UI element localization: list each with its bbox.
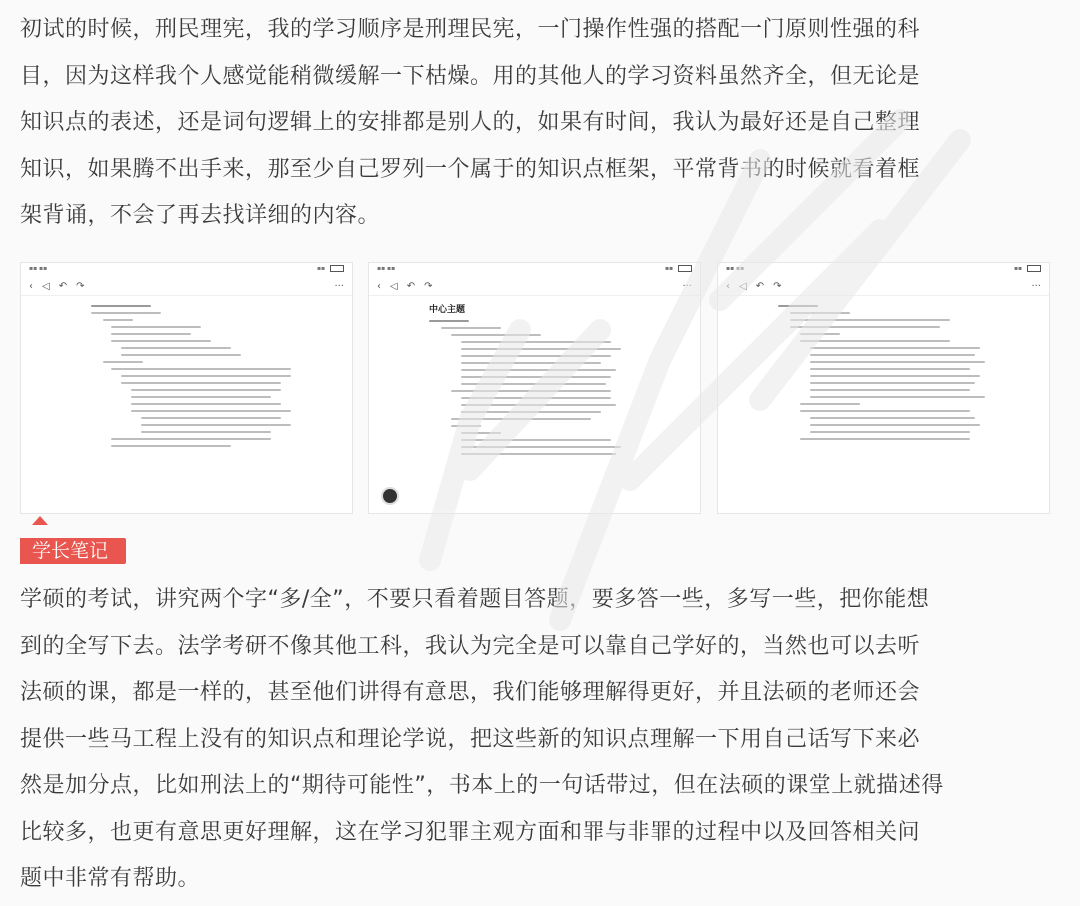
text-line: 到的全写下去。法学考研不像其他工科，我认为完全是可以靠自己学好的，当然也可以去听 [20, 633, 921, 659]
battery-icon: ▪▪ [317, 265, 344, 277]
back-icon: ‹ [726, 280, 730, 292]
section-tag [20, 524, 126, 564]
outline-text-line [111, 445, 231, 447]
mindmap-outline [718, 296, 1049, 440]
outline-text-line [800, 410, 970, 412]
outline-text-line [810, 368, 970, 370]
notes-screenshot-left [20, 262, 353, 514]
outline-text-line [810, 354, 975, 356]
outline-text-line [131, 389, 281, 391]
outline-text-line [810, 389, 970, 391]
outline-text-line [131, 410, 291, 412]
outline-text-line [800, 403, 860, 405]
text-line: 架背诵，不会了再去找详细的内容。 [20, 203, 381, 228]
outline-text-line [111, 368, 291, 370]
outline-text-line [103, 319, 133, 321]
status-bar [718, 263, 1049, 277]
outline-text-line [111, 326, 201, 328]
outline-text-line [451, 390, 611, 392]
outline-text-line [461, 362, 601, 364]
outline-text-line [451, 425, 481, 427]
text-line: 然是加分点，比如刑法上的“期待可能性”，书本上的一句话带过，但在法硕的课堂上就描述得 [20, 773, 944, 798]
paragraph-study-order [20, 7, 1065, 240]
outline-text-line [121, 354, 241, 356]
tag-notch-shape [32, 516, 48, 525]
mindmap-outline [369, 296, 700, 455]
text-line: 学硕的考试，讲究两个字“多/全”，不要只看着题目答题，要多答一些，多写一些，把你能想 [20, 587, 930, 612]
outline-text-line [790, 312, 850, 314]
undo-icon: ↶ [58, 280, 68, 292]
notes-screenshot-middle [368, 262, 701, 514]
more-icon: ··· [334, 280, 344, 292]
status-time-icon: ▪▪ ▪▪ [29, 265, 48, 272]
back-icon: ‹ [377, 280, 381, 292]
undo-icon: ↶ [755, 280, 765, 292]
outline-text-line [778, 305, 818, 307]
outline-text-line [103, 361, 143, 363]
status-time-icon: ▪▪ ▪▪ [377, 265, 396, 272]
notes-screenshots-strip [20, 262, 1050, 514]
status-bar [21, 263, 352, 277]
back-icon: ‹ [29, 280, 33, 292]
outline-text-line [810, 382, 975, 384]
outline-text-line [810, 361, 985, 363]
senior-notes-tag: 学长笔记 [20, 538, 126, 564]
text-line: 初试的时候，刑民理宪，我的学习顺序是刑理民宪，一门操作性强的搭配一门原则性强的科 [20, 17, 921, 42]
outline-text-line [111, 333, 191, 335]
battery-icon: ▪▪ [665, 265, 692, 277]
mindmap-outline [21, 296, 352, 447]
text-line: 比较多，也更有意思更好理解，这在学习犯罪主观方面和罪与非罪的过程中以及回答相关问 [20, 819, 921, 845]
outline-text-line [141, 431, 271, 433]
outline-text-line [461, 446, 621, 448]
outline-text-line [429, 320, 469, 322]
outline-text-line [810, 375, 980, 377]
more-icon: ··· [682, 280, 692, 292]
outline-text-line [810, 417, 975, 419]
battery-icon: ▪▪ [1014, 265, 1041, 277]
outline-text-line [461, 397, 611, 399]
outline-text-line [800, 438, 970, 440]
outline-text-line [461, 439, 611, 441]
toolbar [718, 277, 1049, 296]
outline-text-line [461, 348, 621, 350]
outline-text-line [111, 438, 271, 440]
outline-text-line [461, 355, 611, 357]
outline-text-line [790, 326, 940, 328]
outline-text-line [461, 411, 601, 413]
outline-text-line [451, 334, 541, 336]
status-bar [369, 263, 700, 277]
outline-text-line [461, 369, 616, 371]
outline-text-line [461, 341, 611, 343]
outline-text-line [91, 312, 161, 314]
outline-text-line [121, 382, 281, 384]
redo-icon: ↷ [76, 280, 85, 292]
outline-text-line [790, 319, 950, 321]
speaker-icon: ◁ [42, 280, 50, 292]
outline-text-line [800, 333, 840, 335]
outline-text-line [131, 396, 271, 398]
speaker-icon: ◁ [390, 280, 398, 292]
outline-text-line [451, 418, 591, 420]
toolbar [21, 277, 352, 296]
toolbar [369, 277, 700, 296]
outline-text-line [461, 376, 611, 378]
outline-text-line [810, 424, 980, 426]
redo-icon: ↷ [424, 280, 433, 292]
paragraph-exam-advice [20, 577, 1065, 903]
text-line: 知识点的表述，还是词句逻辑上的安排都是别人的，如果有时间，我认为最好还是自己整理 [20, 110, 921, 135]
outline-text-line [461, 453, 616, 455]
text-line: 法硕的课，都是一样的，甚至他们讲得有意思，我们能够理解得更好，并且法硕的老师还会 [20, 680, 921, 705]
redo-icon: ↷ [773, 280, 782, 292]
mindmap-central-topic: 中心主题 [429, 305, 466, 315]
outline-text-line [800, 340, 950, 342]
text-line: 题中非常有帮助。 [20, 866, 201, 891]
outline-text-line [121, 375, 291, 377]
status-time-icon: ▪▪ ▪▪ [726, 265, 745, 272]
outline-text-line [91, 305, 151, 307]
outline-text-line [810, 347, 980, 349]
outline-text-line [141, 424, 291, 426]
notes-screenshot-right [717, 262, 1050, 514]
outline-text-line [810, 431, 970, 433]
outline-text-line [810, 396, 985, 398]
outline-text-line [111, 340, 211, 342]
undo-icon: ↶ [406, 280, 416, 292]
more-icon: ··· [1031, 280, 1041, 292]
outline-text-line [461, 404, 616, 406]
outline-text-line [441, 327, 501, 329]
text-line: 目，因为这样我个人感觉能稍微缓解一下枯燥。用的其他人的学习资料虽然齐全，但无论是 [20, 63, 921, 89]
outline-text-line [121, 347, 231, 349]
text-line: 知识，如果腾不出手来，那至少自己罗列一个属于的知识点框架，平常背书的时候就看着框 [20, 156, 921, 182]
outline-text-line [461, 383, 606, 385]
outline-text-line [461, 432, 501, 434]
text-line: 提供一些马工程上没有的知识点和理论学说，把这些新的知识点理解一下用自己话写下来必 [20, 726, 921, 752]
outline-text-line [131, 403, 281, 405]
floating-action-icon [381, 487, 399, 505]
outline-text-line [141, 417, 281, 419]
speaker-icon: ◁ [739, 280, 747, 292]
